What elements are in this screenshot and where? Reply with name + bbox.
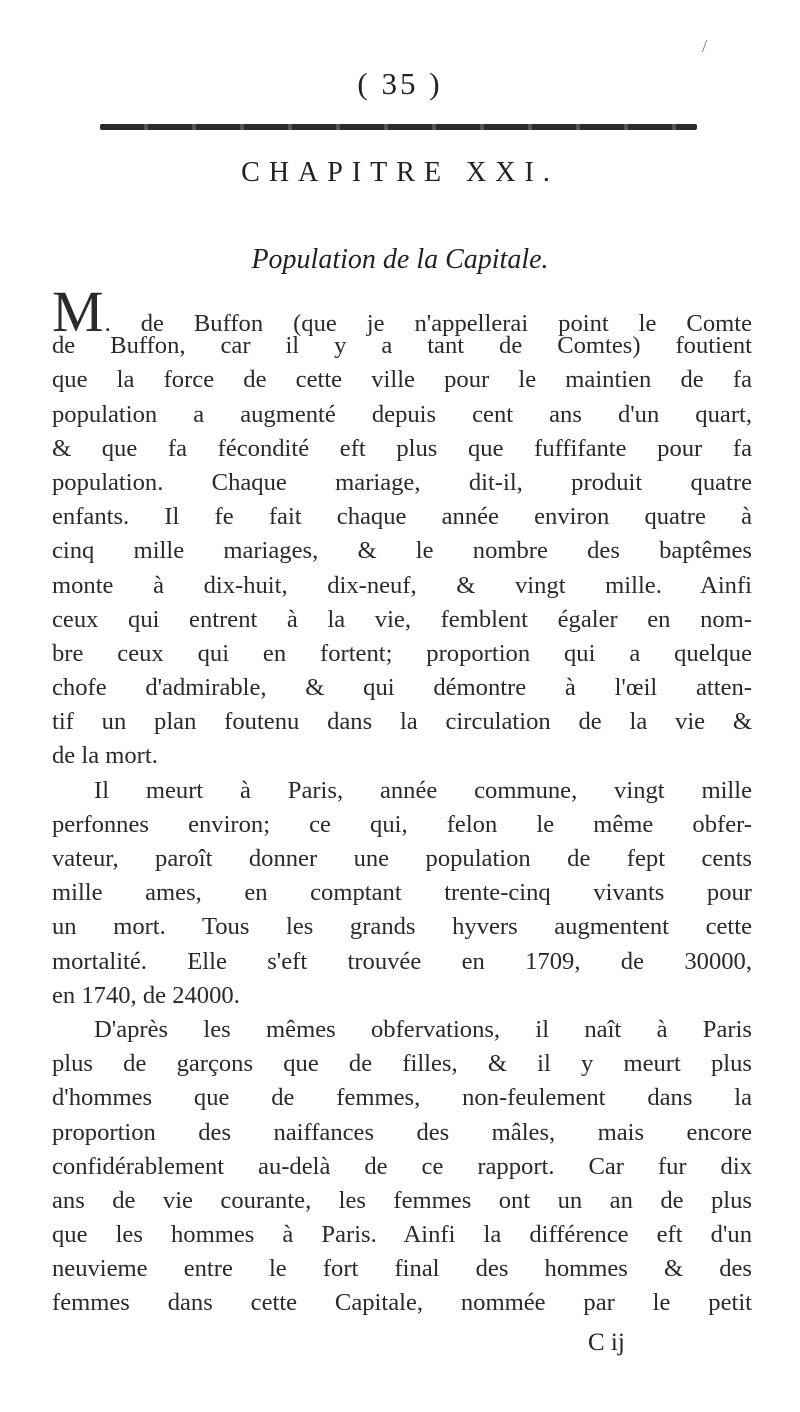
signature-mark: C ij: [588, 1329, 625, 1356]
text-line: enfants. Il fe fait chaque année environ quatre à: [52, 503, 752, 531]
text-line: chofe d'admirable, & qui démontre à l'œil atten-: [52, 674, 752, 702]
text-line: de Buffon, car il y a tant de Comtes) foutient: [52, 332, 752, 360]
text-line: ceux qui entrent à la vie, femblent égaler en nom-: [52, 605, 752, 633]
corner-mark: /: [702, 36, 708, 56]
body-text: [52, 279, 752, 1321]
text-line: que les hommes à Paris. Ainfi la différence eft d'un: [52, 1221, 752, 1249]
text-line: ans de vie courante, les femmes ont un an de plus: [52, 1186, 752, 1214]
text-line: de la mort.: [52, 742, 158, 770]
text-line: vateur, paroît donner une population de fept cents: [52, 845, 752, 872]
text-line: perfonnes environ; ce qui, felon le même obfer-: [52, 810, 752, 838]
text-line: cinq mille mariages, & le nombre des baptêmes: [52, 537, 752, 565]
ornamental-rule: [100, 124, 697, 130]
chapter-subtitle: Population de la Capitale.: [251, 244, 549, 275]
text-line: proportion des naiffances des mâles, mais encore: [52, 1118, 752, 1146]
text-line: M. de Buffon (que je n'appellerai point le Comte: [52, 279, 752, 344]
drop-cap: M: [52, 279, 104, 344]
text-line: neuvieme entre le fort final des hommes & des: [52, 1255, 752, 1283]
text-line: en 1740, de 24000.: [52, 981, 240, 1009]
text-line: monte à dix-huit, dix-neuf, & vingt mille. Ainfi: [52, 571, 752, 599]
text-line: confidérablement au-delà de ce rapport. Car fur dix: [52, 1152, 752, 1180]
text-line: D'après les mêmes obfervations, il naît à Paris: [94, 1015, 752, 1043]
text-line: mortalité. Elle s'eft trouvée en 1709, de 30000,: [52, 947, 752, 975]
text-line: que la force de cette ville pour le maintien de fa: [52, 366, 752, 394]
text-line: & que fa fécondité eft plus que fuffifante pour fa: [52, 434, 752, 462]
text-line: population. Chaque mariage, dit-il, produit quatre: [52, 468, 752, 496]
text-line: Il meurt à Paris, année commune, vingt mille: [94, 776, 752, 804]
text-line: population a augmenté depuis cent ans d'un quart,: [52, 400, 752, 428]
page-number: ( 35 ): [357, 66, 443, 101]
text-line: d'hommes que de femmes, non-feulement dans la: [52, 1084, 752, 1112]
text-line: tif un plan foutenu dans la circulation de la vie &: [52, 708, 752, 736]
text-line: un mort. Tous les grands hyvers augmentent cette: [52, 913, 752, 941]
text-line: femmes dans cette Capitale, nommée par le petit: [52, 1289, 752, 1317]
text-line: mille ames, en comptant trente-cinq vivants pour: [52, 879, 752, 907]
text-line: bre ceux qui en fortent; proportion qui a quelque: [52, 639, 752, 667]
text-line: plus de garçons que de filles, & il y meurt plus: [52, 1050, 752, 1078]
chapter-heading: CHAPITRE XXI.: [241, 157, 559, 188]
